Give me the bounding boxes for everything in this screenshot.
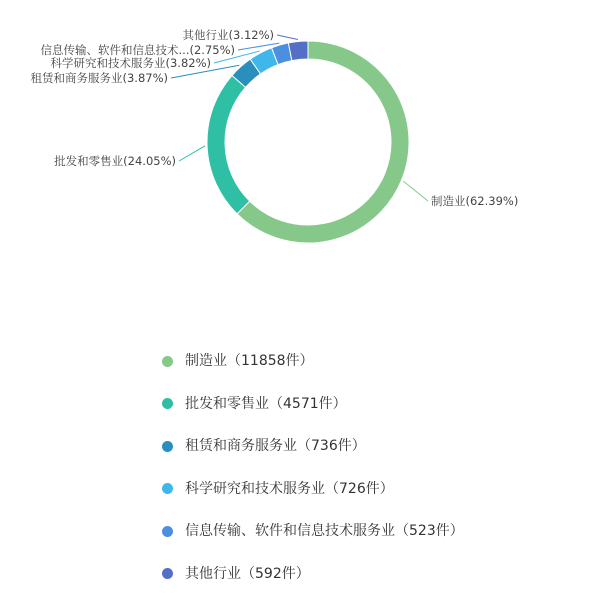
legend (162, 350, 464, 605)
slice-label-2: 批发和零售业(24.05%) (54, 154, 176, 168)
legend-label: 租赁和商务服务业（736件） (185, 438, 366, 454)
slice-label-6: 其他行业(3.12%) (182, 28, 274, 42)
legend-item-1[interactable] (162, 350, 464, 372)
legend-label: 信息传输、软件和信息技术服务业（523件） (185, 523, 464, 539)
legend-label: 其他行业（592件） (185, 565, 310, 582)
leader-line-6 (277, 35, 298, 39)
legend-label: 制造业（11858件） (185, 353, 314, 369)
slice-label-4: 科学研究和技术服务业(3.82%) (50, 56, 211, 70)
leader-line-1 (403, 181, 428, 201)
legend-swatch (162, 398, 173, 409)
legend-swatch (162, 568, 173, 579)
legend-label: 批发和零售业（4571件） (185, 395, 347, 412)
legend-item-2[interactable] (162, 393, 464, 415)
slice-label-3: 租赁和商务服务业(3.87%) (30, 71, 168, 85)
legend-item-6[interactable] (162, 563, 464, 585)
legend-item-4[interactable] (162, 478, 464, 500)
slice-6[interactable] (288, 41, 308, 61)
slice-label-1: 制造业(62.39%) (431, 194, 519, 208)
slice-label-5: 信息传输、软件和信息技术...(2.75%) (40, 43, 235, 57)
legend-label: 科学研究和技术服务业（726件） (185, 480, 394, 497)
slice-2[interactable] (207, 75, 250, 213)
legend-swatch (162, 483, 173, 494)
legend-swatch (162, 526, 173, 537)
donut-slices (207, 41, 409, 243)
legend-swatch (162, 356, 173, 367)
legend-item-5[interactable] (162, 520, 464, 542)
leader-line-2 (179, 146, 205, 161)
legend-swatch (162, 441, 173, 452)
legend-item-3[interactable] (162, 435, 464, 457)
